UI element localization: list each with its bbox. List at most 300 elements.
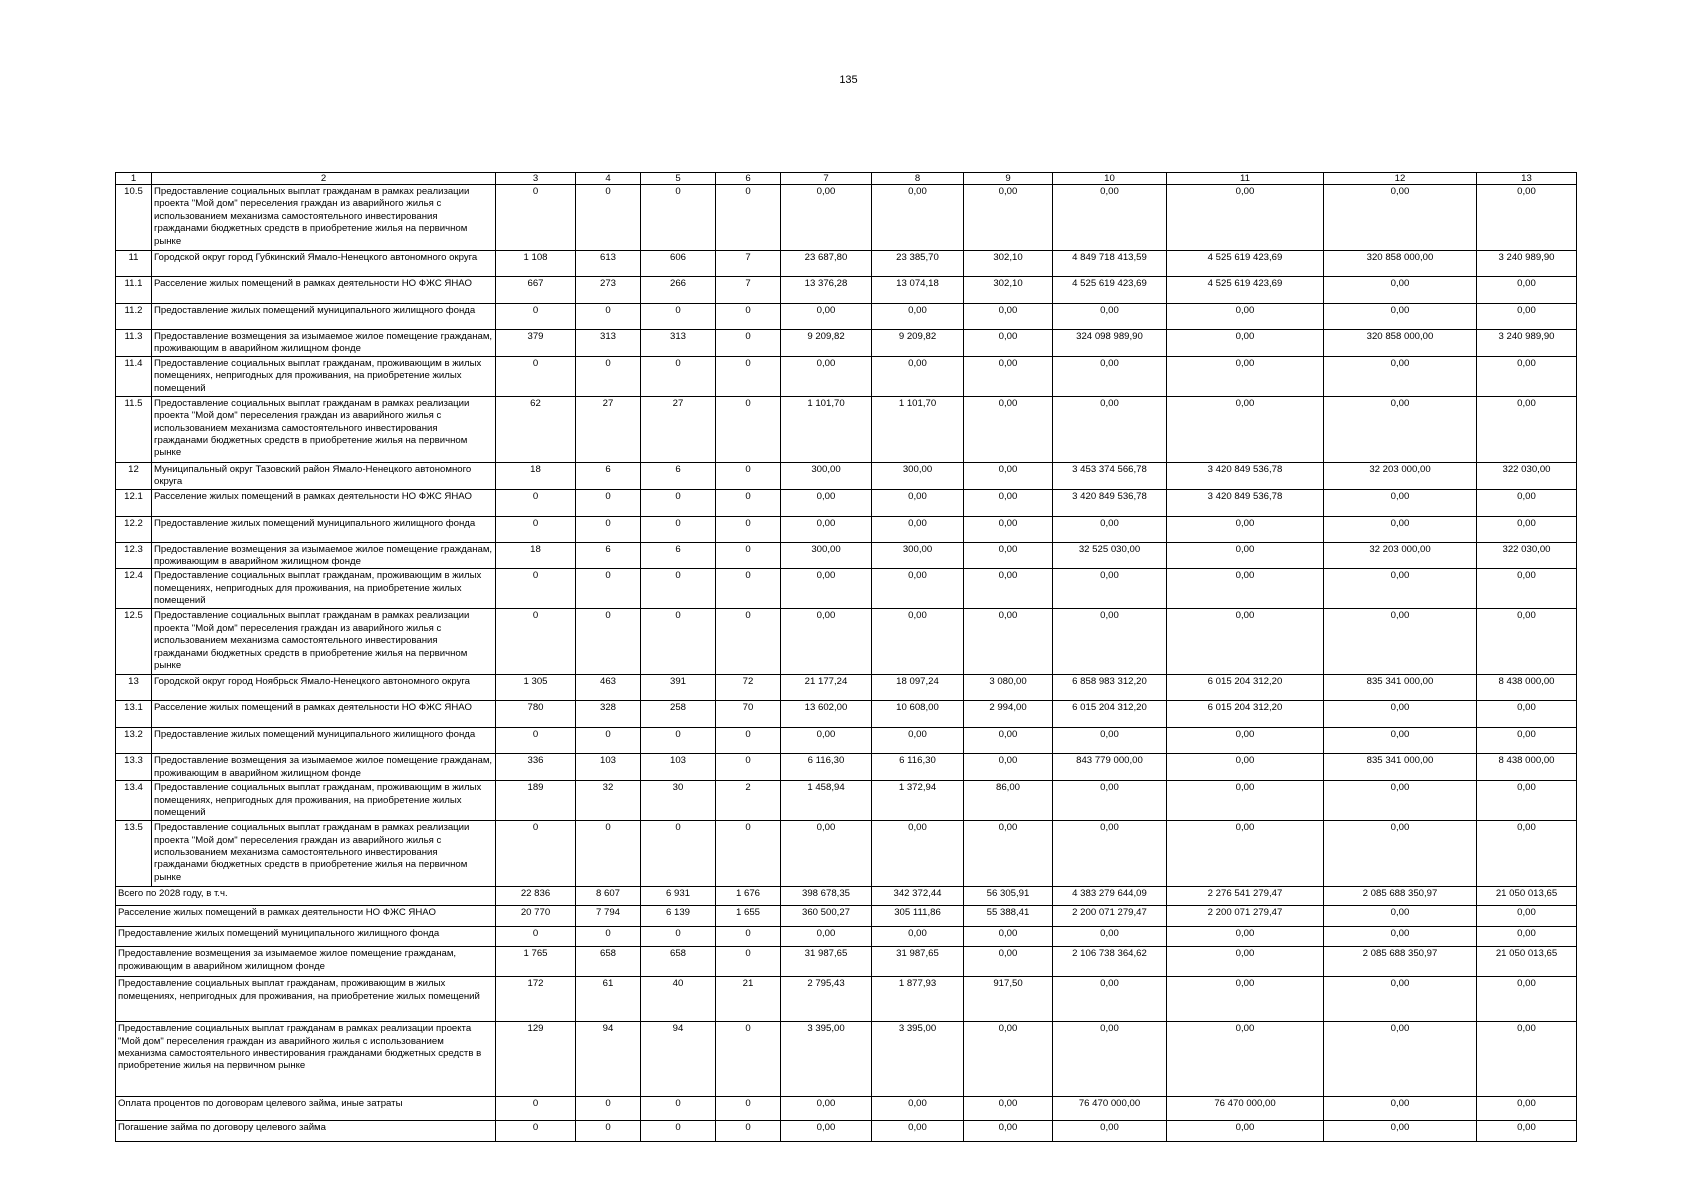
table-cell: 2 085 688 350,97 [1324,947,1477,977]
summary-label: Предоставление социальных выплат гражданам, проживающим в жилых помещениях, непригодных для проживания, на приобретение жилых помещений [116,977,496,1022]
table-cell: 0 [576,489,641,516]
table-cell: 328 [576,701,641,728]
row-name: Муниципальный округ Тазовский район Ямало-Ненецкого автономного округа [152,462,496,489]
table-cell: 0,00 [1324,728,1477,754]
table-cell: 0 [496,304,576,330]
summary-label: Всего по 2028 году, в т.ч. [116,887,496,906]
table-cell: 0,00 [1167,1022,1324,1097]
table-row [116,609,1577,675]
row-number: 12.4 [116,569,152,609]
table-cell: 0 [716,489,781,516]
table-cell: 0 [576,728,641,754]
table-cell: 6 116,30 [781,754,872,781]
table-cell: 0,00 [1053,821,1167,887]
table-cell: 6 [576,462,641,489]
table-cell: 0 [576,516,641,542]
column-header: 2 [152,173,496,185]
table-cell: 1 877,93 [872,977,964,1022]
table-cell: 300,00 [781,542,872,569]
row-name: Расселение жилых помещений в рамках деятельности НО ФЖС ЯНАО [152,277,496,304]
table-cell: 835 341 000,00 [1324,754,1477,781]
table-cell: 0,00 [1167,356,1324,396]
table-cell: 2 795,43 [781,977,872,1022]
table-cell: 3 240 989,90 [1477,251,1577,277]
table-cell: 0,00 [1324,356,1477,396]
row-number: 11.3 [116,330,152,357]
table-cell: 32 203 000,00 [1324,462,1477,489]
table-cell: 56 305,91 [964,887,1053,906]
total-row [116,887,1577,906]
table-cell: 0,00 [1167,781,1324,821]
row-number: 11.1 [116,277,152,304]
table-cell: 0,00 [1477,1097,1577,1121]
table-cell: 0 [716,728,781,754]
table-row [116,185,1577,251]
table-cell: 0 [641,609,716,675]
row-name: Предоставление возмещения за изымаемое жилое помещение гражданам, проживающим в аварийном жилищном фонде [152,754,496,781]
table-cell: 0 [576,569,641,609]
table-row [116,356,1577,396]
table-row [116,396,1577,462]
table-cell: 0,00 [1324,927,1477,947]
table-cell: 0 [641,304,716,330]
row-number: 11.4 [116,356,152,396]
row-number: 11.5 [116,396,152,462]
table-cell: 3 395,00 [781,1022,872,1097]
table-cell: 391 [641,675,716,701]
table-cell: 55 388,41 [964,906,1053,927]
summary-label: Погашение займа по договору целевого займа [116,1121,496,1142]
table-cell: 258 [641,701,716,728]
table-cell: 70 [716,701,781,728]
table-cell: 0 [716,356,781,396]
table-cell: 2 106 738 364,62 [1053,947,1167,977]
table-cell: 4 525 619 423,69 [1053,277,1167,304]
table-cell: 0,00 [1477,304,1577,330]
table-cell: 0 [496,185,576,251]
table-cell: 6 [641,542,716,569]
row-name: Предоставление жилых помещений муниципального жилищного фонда [152,728,496,754]
table-cell: 0,00 [1324,977,1477,1022]
table-cell: 0 [496,489,576,516]
row-name: Предоставление социальных выплат гражданам, проживающим в жилых помещениях, непригодных для проживания, на приобретение жилых помещений [152,356,496,396]
table-cell: 0,00 [1477,609,1577,675]
row-number: 12 [116,462,152,489]
summary-row [116,1097,1577,1121]
table-cell: 0,00 [964,821,1053,887]
table-cell: 300,00 [872,542,964,569]
table-cell: 86,00 [964,781,1053,821]
table-cell: 1 372,94 [872,781,964,821]
row-name: Предоставление социальных выплат гражданам в рамках реализации проекта "Мой дом" переселения граждан из аварийного жилья с использованием механизма самостоятельного инвестирования гражданами бюджетных средств в приобретение жилья на первичном рынке [152,185,496,251]
table-cell: 2 085 688 350,97 [1324,887,1477,906]
table-cell: 0,00 [964,947,1053,977]
table-cell: 0,00 [1477,821,1577,887]
column-header: 11 [1167,173,1324,185]
row-number: 13.3 [116,754,152,781]
row-name: Предоставление социальных выплат гражданам, проживающим в жилых помещениях, непригодных для проживания, на приобретение жилых помещений [152,781,496,821]
data-table [115,172,1577,1142]
row-name: Предоставление социальных выплат гражданам, проживающим в жилых помещениях, непригодных для проживания, на приобретение жилых помещений [152,569,496,609]
table-cell: 0 [716,516,781,542]
table-cell: 2 276 541 279,47 [1167,887,1324,906]
table-cell: 320 858 000,00 [1324,330,1477,357]
table-cell: 0,00 [872,304,964,330]
table-cell: 4 525 619 423,69 [1167,277,1324,304]
table-cell: 0,00 [1167,516,1324,542]
table-cell: 76 470 000,00 [1053,1097,1167,1121]
table-cell: 613 [576,251,641,277]
table-cell: 0 [716,1121,781,1142]
table-cell: 62 [496,396,576,462]
table-cell: 0,00 [1477,277,1577,304]
row-number: 12.2 [116,516,152,542]
table-cell: 0 [576,1121,641,1142]
table-cell: 8 438 000,00 [1477,675,1577,701]
table-cell: 0,00 [781,569,872,609]
table-cell: 0,00 [1053,185,1167,251]
row-name: Расселение жилых помещений в рамках деятельности НО ФЖС ЯНАО [152,701,496,728]
table-cell: 3 453 374 566,78 [1053,462,1167,489]
table-cell: 40 [641,977,716,1022]
table-cell: 0 [496,609,576,675]
table-cell: 0,00 [1167,754,1324,781]
table-cell: 6 858 983 312,20 [1053,675,1167,701]
table-cell: 0 [576,821,641,887]
table-cell: 0,00 [964,489,1053,516]
table-cell: 18 [496,542,576,569]
table-cell: 3 420 849 536,78 [1053,489,1167,516]
table-cell: 835 341 000,00 [1324,675,1477,701]
table-cell: 313 [641,330,716,357]
table-cell: 32 525 030,00 [1053,542,1167,569]
table-cell: 30 [641,781,716,821]
table-cell: 273 [576,277,641,304]
table-cell: 0,00 [1167,1121,1324,1142]
table-cell: 0,00 [964,569,1053,609]
summary-label: Предоставление жилых помещений муниципального жилищного фонда [116,927,496,947]
column-header: 6 [716,173,781,185]
row-name: Предоставление жилых помещений муниципального жилищного фонда [152,304,496,330]
table-cell: 0,00 [1053,1121,1167,1142]
table-cell: 13 376,28 [781,277,872,304]
table-cell: 0,00 [781,516,872,542]
table-cell: 398 678,35 [781,887,872,906]
table-cell: 4 849 718 413,59 [1053,251,1167,277]
table-cell: 0 [716,185,781,251]
table-cell: 0 [641,185,716,251]
table-cell: 0,00 [1477,927,1577,947]
table-cell: 2 [716,781,781,821]
table-cell: 4 525 619 423,69 [1167,251,1324,277]
table-cell: 1 765 [496,947,576,977]
table-cell: 0,00 [872,821,964,887]
table-row [116,821,1577,887]
table-cell: 0,00 [964,396,1053,462]
column-header: 4 [576,173,641,185]
table-cell: 0,00 [1053,728,1167,754]
table-cell: 0,00 [1167,542,1324,569]
table-cell: 0 [496,1097,576,1121]
table-cell: 302,10 [964,251,1053,277]
table-cell: 0,00 [781,1121,872,1142]
table-cell: 61 [576,977,641,1022]
table-cell: 0,00 [1324,906,1477,927]
table-cell: 94 [641,1022,716,1097]
table-cell: 0,00 [1167,569,1324,609]
table-cell: 0 [576,356,641,396]
table-cell: 8 607 [576,887,641,906]
table-cell: 1 305 [496,675,576,701]
row-number: 13.5 [116,821,152,887]
table-cell: 2 994,00 [964,701,1053,728]
table-cell: 0,00 [1477,356,1577,396]
table-cell: 0,00 [1477,977,1577,1022]
summary-row [116,1022,1577,1097]
table-cell: 0 [716,947,781,977]
table-cell: 0,00 [1477,569,1577,609]
summary-label: Оплата процентов по договорам целевого займа, иные затраты [116,1097,496,1121]
table-cell: 4 383 279 644,09 [1053,887,1167,906]
table-cell: 0 [641,927,716,947]
table-cell: 0 [641,516,716,542]
row-number: 12.5 [116,609,152,675]
table-cell: 22 836 [496,887,576,906]
table-cell: 0,00 [964,516,1053,542]
table-cell: 0 [576,609,641,675]
table-cell: 0,00 [1053,609,1167,675]
column-header: 13 [1477,173,1577,185]
table-cell: 3 240 989,90 [1477,330,1577,357]
table-cell: 32 [576,781,641,821]
table-cell: 6 015 204 312,20 [1167,675,1324,701]
table-cell: 27 [576,396,641,462]
table-cell: 0,00 [1324,1022,1477,1097]
table-cell: 0,00 [781,489,872,516]
table-cell: 0,00 [872,728,964,754]
row-number: 12.3 [116,542,152,569]
table-cell: 379 [496,330,576,357]
table-cell: 0,00 [872,927,964,947]
table-cell: 0,00 [1167,821,1324,887]
table-cell: 313 [576,330,641,357]
table-cell: 0,00 [964,609,1053,675]
table-cell: 0,00 [1324,489,1477,516]
row-name: Расселение жилых помещений в рамках деятельности НО ФЖС ЯНАО [152,489,496,516]
column-header: 12 [1324,173,1477,185]
table-cell: 0 [496,569,576,609]
table-cell: 8 438 000,00 [1477,754,1577,781]
summary-row [116,1121,1577,1142]
table-cell: 324 098 989,90 [1053,330,1167,357]
table-row [116,251,1577,277]
table-cell: 3 080,00 [964,675,1053,701]
table-cell: 463 [576,675,641,701]
table-cell: 1 676 [716,887,781,906]
table-cell: 0 [716,569,781,609]
table-cell: 667 [496,277,576,304]
row-number: 13.4 [116,781,152,821]
table-cell: 0,00 [781,356,872,396]
table-row [116,675,1577,701]
table-cell: 0,00 [1167,609,1324,675]
table-cell: 0 [716,330,781,357]
table-cell: 0,00 [872,1121,964,1142]
table-cell: 23 687,80 [781,251,872,277]
row-name: Предоставление социальных выплат гражданам в рамках реализации проекта "Мой дом" переселения граждан из аварийного жилья с использованием механизма самостоятельного инвестирования гражданами бюджетных средств в приобретение жилья на первичном рынке [152,609,496,675]
table-cell: 0,00 [964,462,1053,489]
table-cell: 0 [496,516,576,542]
table-cell: 266 [641,277,716,304]
table-cell: 0 [641,821,716,887]
table-cell: 0 [716,609,781,675]
table-cell: 0,00 [1053,396,1167,462]
table-cell: 0 [716,462,781,489]
column-header: 9 [964,173,1053,185]
table-cell: 0,00 [1167,927,1324,947]
table-cell: 32 203 000,00 [1324,542,1477,569]
table-cell: 0,00 [781,1097,872,1121]
table-cell: 0,00 [964,1022,1053,1097]
table-cell: 0,00 [964,1121,1053,1142]
table-cell: 0 [576,304,641,330]
summary-row [116,977,1577,1022]
table-cell: 18 [496,462,576,489]
table-cell: 0,00 [1324,185,1477,251]
table-cell: 0 [576,185,641,251]
table-cell: 0 [641,728,716,754]
table-cell: 0,00 [1477,906,1577,927]
table-row [116,728,1577,754]
table-cell: 0,00 [1053,977,1167,1022]
table-cell: 658 [576,947,641,977]
summary-row [116,906,1577,927]
table-cell: 0 [496,356,576,396]
table-cell: 2 200 071 279,47 [1053,906,1167,927]
table-row [116,569,1577,609]
table-cell: 917,50 [964,977,1053,1022]
table-cell: 322 030,00 [1477,542,1577,569]
table-cell: 0,00 [872,356,964,396]
table-cell: 0,00 [1477,1022,1577,1097]
row-name: Предоставление возмещения за изымаемое жилое помещение гражданам, проживающим в аварийном жилищном фонде [152,542,496,569]
row-name: Предоставление социальных выплат гражданам в рамках реализации проекта "Мой дом" переселения граждан из аварийного жилья с использованием механизма самостоятельного инвестирования гражданами бюджетных средств в приобретение жилья на первичном рынке [152,396,496,462]
row-number: 12.1 [116,489,152,516]
table-cell: 0 [641,1121,716,1142]
table-cell: 1 458,94 [781,781,872,821]
table-cell: 0,00 [1167,330,1324,357]
table-cell: 7 [716,277,781,304]
row-number: 11.2 [116,304,152,330]
table-cell: 1 108 [496,251,576,277]
table-cell: 0,00 [1053,516,1167,542]
column-header: 3 [496,173,576,185]
table-cell: 0,00 [1167,185,1324,251]
table-cell: 0,00 [1324,821,1477,887]
table-cell: 0,00 [1324,781,1477,821]
table-row [116,489,1577,516]
table-cell: 843 779 000,00 [1053,754,1167,781]
table-cell: 0 [641,489,716,516]
table-cell: 0,00 [1324,396,1477,462]
table-row [116,701,1577,728]
table-row [116,330,1577,357]
table-cell: 0,00 [872,1097,964,1121]
table-cell: 0 [496,1121,576,1142]
table-cell: 0,00 [964,754,1053,781]
table-cell: 0 [716,927,781,947]
table-row [116,277,1577,304]
table-cell: 27 [641,396,716,462]
table-cell: 0,00 [964,1097,1053,1121]
table-cell: 94 [576,1022,641,1097]
table-cell: 0,00 [1167,728,1324,754]
summary-label: Предоставление социальных выплат гражданам в рамках реализации проекта "Мой дом" переселения граждан из аварийного жилья с использованием механизма самостоятельного инвестирования гражданами бюджетных средств в приобретение жилья на первичном рынке [116,1022,496,1097]
table-cell: 9 209,82 [872,330,964,357]
table-cell: 780 [496,701,576,728]
table-cell: 305 111,86 [872,906,964,927]
row-number: 11 [116,251,152,277]
table-cell: 6 931 [641,887,716,906]
table-cell: 0,00 [1477,185,1577,251]
summary-row [116,927,1577,947]
table-cell: 0 [716,1022,781,1097]
table-cell: 1 101,70 [872,396,964,462]
table-cell: 189 [496,781,576,821]
table-cell: 0 [716,754,781,781]
table-cell: 0 [716,821,781,887]
table-cell: 9 209,82 [781,330,872,357]
table-cell: 0,00 [872,609,964,675]
table-row [116,781,1577,821]
table-cell: 0 [641,1097,716,1121]
table-cell: 360 500,27 [781,906,872,927]
table-cell: 0 [496,728,576,754]
table-cell: 103 [576,754,641,781]
table-cell: 0,00 [1324,277,1477,304]
table-cell: 0,00 [1324,569,1477,609]
row-name: Предоставление возмещения за изымаемое жилое помещение гражданам, проживающим в аварийном жилищном фонде [152,330,496,357]
row-number: 10.5 [116,185,152,251]
table-cell: 606 [641,251,716,277]
table-cell: 0 [716,542,781,569]
table-cell: 21 050 013,65 [1477,887,1577,906]
table-cell: 2 200 071 279,47 [1167,906,1324,927]
table-cell: 0,00 [1167,947,1324,977]
table-cell: 7 794 [576,906,641,927]
summary-label: Предоставление возмещения за изымаемое жилое помещение гражданам, проживающим в аварийном жилищном фонде [116,947,496,977]
table-cell: 103 [641,754,716,781]
table-cell: 0,00 [1477,701,1577,728]
table-cell: 0,00 [781,821,872,887]
table-cell: 0,00 [964,356,1053,396]
page-number: 135 [839,74,858,86]
table-cell: 0,00 [1477,516,1577,542]
table-row [116,462,1577,489]
table-cell: 1 101,70 [781,396,872,462]
table-cell: 0,00 [1324,1097,1477,1121]
table-cell: 0,00 [964,304,1053,330]
table-cell: 20 770 [496,906,576,927]
row-name: Городской округ город Губкинский Ямало-Ненецкого автономного округа [152,251,496,277]
table-cell: 320 858 000,00 [1324,251,1477,277]
table-cell: 13 074,18 [872,277,964,304]
column-header: 8 [872,173,964,185]
table-cell: 0 [641,569,716,609]
table-cell: 0 [716,304,781,330]
table-cell: 0,00 [1167,977,1324,1022]
table-cell: 322 030,00 [1477,462,1577,489]
